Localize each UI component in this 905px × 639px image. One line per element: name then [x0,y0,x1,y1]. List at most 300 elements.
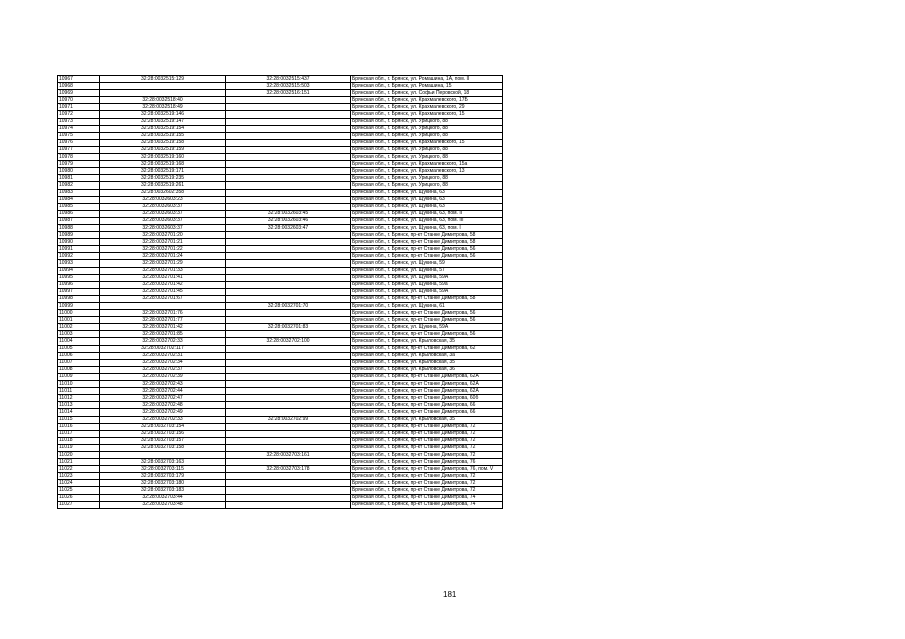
address-cell: Брянская обл., г. Брянск, ул. Щукина, 63 [351,203,503,210]
row-number-cell: 10976 [58,139,100,146]
table-row [58,466,503,473]
table-row [58,395,503,402]
address-cell: Брянская обл., г. Брянск, пр-кт Станке Димитрова, 58 [351,239,503,246]
table-row [58,182,503,189]
object-cadastral-number-cell [226,487,351,494]
address-cell: Брянская обл., г. Брянск, ул. Щукина, 63, пом. II [351,210,503,217]
cadastral-number-cell: 32:28:0032702:39 [100,373,226,380]
cadastral-number-cell: 32:28:0032519:171 [100,168,226,175]
cadastral-number-cell: 32:28:0032519:159 [100,146,226,153]
row-number-cell: 10980 [58,168,100,175]
object-cadastral-number-cell [226,97,351,104]
row-number-cell: 11000 [58,310,100,317]
cadastral-number-cell: 32:28:0032703:179 [100,473,226,480]
address-cell: Брянская обл., г. Брянск, пр-кт Станке Димитрова, 62 [351,345,503,352]
cadastral-number-cell: 32:28:0032703:157 [100,437,226,444]
table-row [58,423,503,430]
cadastral-number-cell: 32:28:0032603:37 [100,217,226,224]
object-cadastral-number-cell [226,203,351,210]
object-cadastral-number-cell: 32:28:0032603:46 [226,217,351,224]
object-cadastral-number-cell [226,232,351,239]
object-cadastral-number-cell [226,111,351,118]
row-number-cell: 10975 [58,132,100,139]
object-cadastral-number-cell [226,366,351,373]
object-cadastral-number-cell [226,281,351,288]
registry-table [57,75,503,509]
row-number-cell: 11024 [58,480,100,487]
object-cadastral-number-cell [226,395,351,402]
object-cadastral-number-cell [226,118,351,125]
address-cell: Брянская обл., г. Брянск, ул. Щукина, 59А [351,324,503,331]
object-cadastral-number-cell [226,175,351,182]
table-row [58,444,503,451]
row-number-cell: 11021 [58,459,100,466]
row-number-cell: 10974 [58,125,100,132]
table-row [58,437,503,444]
cadastral-number-cell: 32:28:0032602:358 [100,189,226,196]
table-row [58,416,503,423]
row-number-cell: 11023 [58,473,100,480]
object-cadastral-number-cell: 32:28:0032702:99 [226,416,351,423]
address-cell: Брянская обл., г. Брянск, пр-кт Станке Димитрова, 72 [351,444,503,451]
row-number-cell: 10968 [58,83,100,90]
address-cell: Брянская обл., г. Брянск, пр-кт Станке Димитрова, 72 [351,437,503,444]
address-cell: Брянская обл., г. Брянск, ул. Крыловская, 35 [351,359,503,366]
table-row [58,381,503,388]
table-row [58,338,503,345]
address-cell: Брянская обл., г. Брянск, ул. Урицкого, 88 [351,154,503,161]
object-cadastral-number-cell [226,359,351,366]
address-cell: Брянская обл., г. Брянск, пр-кт Станке Димитрова, 60б [351,395,503,402]
cadastral-number-cell: 32:28:0032603:23 [100,196,226,203]
address-cell: Брянская обл., г. Брянск, пр-кт Станке Димитрова, 76, пом. V [351,466,503,473]
address-cell: Брянская обл., г. Брянск, пр-кт Станке Димитрова, 76 [351,459,503,466]
table-row [58,388,503,395]
cadastral-number-cell: 32:28:0032702:34 [100,359,226,366]
object-cadastral-number-cell [226,146,351,153]
cadastral-number-cell: 32:28:0032519:154 [100,125,226,132]
table-row [58,83,503,90]
address-cell: Брянская обл., г. Брянск, ул. Ромашина, 1А, пом. II [351,76,503,83]
address-cell: Брянская обл., г. Брянск, ул. Крахмалевского, 15 [351,139,503,146]
row-number-cell: 10983 [58,189,100,196]
object-cadastral-number-cell [226,480,351,487]
table-row [58,366,503,373]
cadastral-number-cell: 32:28:0032515:129 [100,76,226,83]
cadastral-number-cell: 32:28:0032519:158 [100,139,226,146]
row-number-cell: 11002 [58,324,100,331]
object-cadastral-number-cell [226,246,351,253]
table-row [58,104,503,111]
object-cadastral-number-cell [226,253,351,260]
object-cadastral-number-cell [226,182,351,189]
row-number-cell: 10993 [58,260,100,267]
address-cell: Брянская обл., г. Брянск, ул. Ромашина, 15 [351,83,503,90]
object-cadastral-number-cell [226,104,351,111]
cadastral-number-cell: 32:28:0032701:33 [100,267,226,274]
row-number-cell: 10988 [58,224,100,231]
row-number-cell: 10990 [58,239,100,246]
row-number-cell: 11017 [58,430,100,437]
address-cell: Брянская обл., г. Брянск, пр-кт Станке Димитрова, 72 [351,473,503,480]
object-cadastral-number-cell: 32:28:0032515:437 [226,76,351,83]
object-cadastral-number-cell [226,437,351,444]
cadastral-number-cell: 32:28:0032703:158 [100,444,226,451]
row-number-cell: 11006 [58,352,100,359]
row-number-cell: 10979 [58,161,100,168]
row-number-cell: 10998 [58,295,100,302]
table-row [58,111,503,118]
table-row [58,459,503,466]
object-cadastral-number-cell [226,189,351,196]
address-cell: Брянская обл., г. Брянск, ул. Щукина, 59а [351,281,503,288]
page-number: 181 [443,590,457,599]
object-cadastral-number-cell [226,352,351,359]
row-number-cell: 10996 [58,281,100,288]
table-row [58,288,503,295]
address-cell: Брянская обл., г. Брянск, пр-кт Станке Димитрова, 66 [351,409,503,416]
address-cell: Брянская обл., г. Брянск, ул. Урицкого, 88 [351,175,503,182]
object-cadastral-number-cell [226,267,351,274]
row-number-cell: 10999 [58,303,100,310]
address-cell: Брянская обл., г. Брянск, ул. Крахмалевского, 15 [351,111,503,118]
object-cadastral-number-cell [226,196,351,203]
row-number-cell: 11005 [58,345,100,352]
cadastral-number-cell: 32:28:0032703:183 [100,487,226,494]
address-cell: Брянская обл., г. Брянск, пр-кт Станке Димитрова, 56 [351,331,503,338]
cadastral-number-cell: 32:28:0032703:180 [100,480,226,487]
address-cell: Брянская обл., г. Брянск, пр-кт Станке Димитрова, 72 [351,430,503,437]
row-number-cell: 10972 [58,111,100,118]
object-cadastral-number-cell [226,444,351,451]
address-cell: Брянская обл., г. Брянск, ул. Крыловская, 35 [351,338,503,345]
cadastral-number-cell: 32:28:0032701:77 [100,317,226,324]
row-number-cell: 11012 [58,395,100,402]
row-number-cell: 11014 [58,409,100,416]
object-cadastral-number-cell [226,274,351,281]
address-cell: Брянская обл., г. Брянск, пр-кт Станке Димитрова, 56 [351,317,503,324]
row-number-cell: 11019 [58,444,100,451]
table-row [58,295,503,302]
address-cell: Брянская обл., г. Брянск, пр-кт Станке Димитрова, 72 [351,423,503,430]
address-cell: Брянская обл., г. Брянск, ул. Щукина, 59А [351,274,503,281]
table-row [58,494,503,501]
address-cell: Брянская обл., г. Брянск, пр-кт Станке Димитрова, 72 [351,487,503,494]
cadastral-number-cell: 32:28:0032519:160 [100,154,226,161]
table-row [58,373,503,380]
cadastral-number-cell: 32:28:0032702:31 [100,352,226,359]
cadastral-number-cell: 32:28:0032701:29 [100,260,226,267]
row-number-cell: 11016 [58,423,100,430]
address-cell: Брянская обл., г. Брянск, пр-кт Станке Димитрова, 58 [351,295,503,302]
row-number-cell: 11015 [58,416,100,423]
row-number-cell: 11004 [58,338,100,345]
address-cell: Брянская обл., г. Брянск, пр-кт Станке Димитрова, 62А [351,388,503,395]
object-cadastral-number-cell [226,409,351,416]
table-row [58,146,503,153]
cadastral-number-cell: 32:28:0032701:21 [100,239,226,246]
row-number-cell: 11013 [58,402,100,409]
row-number-cell: 11001 [58,317,100,324]
cadastral-number-cell: 32:28:0032702:33 [100,338,226,345]
table-row [58,224,503,231]
object-cadastral-number-cell [226,317,351,324]
object-cadastral-number-cell: 32:28:0032701:70 [226,303,351,310]
object-cadastral-number-cell [226,473,351,480]
cadastral-number-cell: 32:28:0032701:67 [100,295,226,302]
cadastral-number-cell [100,451,226,458]
object-cadastral-number-cell [226,288,351,295]
table-row [58,303,503,310]
address-cell: Брянская обл., г. Брянск, ул. Крахмалевского, 13 [351,168,503,175]
row-number-cell: 10989 [58,232,100,239]
table-row [58,310,503,317]
cadastral-number-cell: 32:28:0032702:43 [100,381,226,388]
row-number-cell: 10986 [58,210,100,217]
row-number-cell: 10970 [58,97,100,104]
row-number-cell: 11025 [58,487,100,494]
address-cell: Брянская обл., г. Брянск, пр-кт Станке Димитрова, 58 [351,232,503,239]
table-row [58,430,503,437]
cadastral-number-cell: 32:28:0032603:37 [100,210,226,217]
row-number-cell: 10969 [58,90,100,97]
object-cadastral-number-cell [226,239,351,246]
cadastral-number-cell: 32:28:0032603:37 [100,224,226,231]
table-row [58,168,503,175]
object-cadastral-number-cell: 32:28:0032701:83 [226,324,351,331]
cadastral-number-cell: 32:28:0032702:117 [100,345,226,352]
address-cell: Брянская обл., г. Брянск, ул. Крахмалевского, 17Б [351,97,503,104]
cadastral-number-cell: 32:28:0032701:24 [100,253,226,260]
cadastral-number-cell: 32:28:0032703:163 [100,459,226,466]
row-number-cell: 10994 [58,267,100,274]
address-cell: Брянская обл., г. Брянск, пр-кт Станке Димитрова, 72 [351,480,503,487]
row-number-cell: 11008 [58,366,100,373]
row-number-cell: 10978 [58,154,100,161]
row-number-cell: 11009 [58,373,100,380]
object-cadastral-number-cell: 32:28:0032515:503 [226,83,351,90]
address-cell: Брянская обл., г. Брянск, пр-кт Станке Димитрова, 72 [351,451,503,458]
cadastral-number-cell: 32:28:0032519:168 [100,161,226,168]
object-cadastral-number-cell: 32:28:0032703:161 [226,451,351,458]
cadastral-number-cell: 32:28:0032702:33 [100,416,226,423]
table-row [58,274,503,281]
table-row [58,352,503,359]
table-row [58,345,503,352]
table-row [58,97,503,104]
table-row [58,232,503,239]
table-row [58,139,503,146]
cadastral-number-cell: 32:28:0032702:48 [100,402,226,409]
table-row [58,175,503,182]
object-cadastral-number-cell [226,125,351,132]
address-cell: Брянская обл., г. Брянск, пр-кт Станке Димитрова, 62А [351,381,503,388]
cadastral-number-cell: 32:28:0032702:37 [100,366,226,373]
table-row [58,451,503,458]
address-cell: Брянская обл., г. Брянск, ул. Урицкого, 88 [351,182,503,189]
table-row [58,203,503,210]
row-number-cell: 10985 [58,203,100,210]
cadastral-number-cell: 32:28:0032519:261 [100,182,226,189]
cadastral-number-cell: 32:28:0032701:42 [100,324,226,331]
object-cadastral-number-cell [226,161,351,168]
table-row [58,125,503,132]
table-row [58,359,503,366]
cadastral-number-cell: 32:28:0032518:40 [100,97,226,104]
address-cell: Брянская обл., г. Брянск, пр-кт Станке Димитрова, 56 [351,246,503,253]
cadastral-number-cell: 32:28:0032703:156 [100,430,226,437]
address-cell: Брянская обл., г. Брянск, ул. Крыловская, 36 [351,366,503,373]
object-cadastral-number-cell [226,295,351,302]
table-row [58,267,503,274]
object-cadastral-number-cell [226,373,351,380]
table-row [58,487,503,494]
cadastral-number-cell: 32:28:0032703:48 [100,501,226,508]
table-row [58,409,503,416]
table-row [58,331,503,338]
cadastral-number-cell: 32:28:0032519:146 [100,111,226,118]
row-number-cell: 10997 [58,288,100,295]
address-cell: Брянская обл., г. Брянск, пр-кт Станке Димитрова, 74 [351,494,503,501]
address-cell: Брянская обл., г. Брянск, ул. Крыловская, 35 [351,416,503,423]
address-cell: Брянская обл., г. Брянск, ул. Урицкого, 88 [351,125,503,132]
cadastral-number-cell [100,303,226,310]
row-number-cell: 10973 [58,118,100,125]
cadastral-number-cell: 32:28:0032703:115 [100,466,226,473]
object-cadastral-number-cell [226,139,351,146]
cadastral-number-cell: 32:28:0032701:76 [100,310,226,317]
address-cell: Брянская обл., г. Брянск, ул. Щукина, 61 [351,303,503,310]
table-row [58,154,503,161]
address-cell: Брянская обл., г. Брянск, ул. Урицкого, 88 [351,118,503,125]
cadastral-number-cell: 32:28:0032703:154 [100,423,226,430]
object-cadastral-number-cell [226,388,351,395]
row-number-cell: 11027 [58,501,100,508]
cadastral-number-cell: 32:28:0032519:235 [100,175,226,182]
table-row [58,281,503,288]
cadastral-number-cell [100,90,226,97]
address-cell: Брянская обл., г. Брянск, пр-кт Станке Димитрова, 66 [351,402,503,409]
row-number-cell: 10987 [58,217,100,224]
address-cell: Брянская обл., г. Брянск, пр-кт Станке Димитрова, 56 [351,310,503,317]
table-row [58,210,503,217]
address-cell: Брянская обл., г. Брянск, ул. Крахмалевского, 29 [351,104,503,111]
cadastral-number-cell: 32:28:0032603:37 [100,203,226,210]
object-cadastral-number-cell [226,459,351,466]
address-cell: Брянская обл., г. Брянск, ул. Щукина, 63, пом. III [351,217,503,224]
object-cadastral-number-cell [226,501,351,508]
cadastral-number-cell: 32:28:0032703:44 [100,494,226,501]
row-number-cell: 10984 [58,196,100,203]
address-cell: Брянская обл., г. Брянск, пр-кт Станке Димитрова, 56 [351,253,503,260]
object-cadastral-number-cell [226,154,351,161]
address-cell: Брянская обл., г. Брянск, ул. Щукина, 63 [351,196,503,203]
row-number-cell: 10992 [58,253,100,260]
address-cell: Брянская обл., г. Брянск, ул. Урицкого, 88 [351,146,503,153]
cadastral-number-cell: 32:28:0032519:155 [100,132,226,139]
cadastral-number-cell: 32:28:0032701:41 [100,274,226,281]
table-row [58,501,503,508]
table-row [58,317,503,324]
cadastral-number-cell [100,83,226,90]
cadastral-number-cell: 32:28:0032701:45 [100,288,226,295]
table-row [58,217,503,224]
row-number-cell: 10967 [58,76,100,83]
row-number-cell: 11003 [58,331,100,338]
row-number-cell: 11026 [58,494,100,501]
table-row [58,196,503,203]
cadastral-number-cell: 32:28:0032701:22 [100,246,226,253]
address-cell: Брянская обл., г. Брянск, ул. Щукина, 63 [351,189,503,196]
address-cell: Брянская обл., г. Брянск, ул. Софьи Перовской, 18 [351,90,503,97]
object-cadastral-number-cell [226,423,351,430]
table-row [58,76,503,83]
object-cadastral-number-cell: 32:28:0032702:100 [226,338,351,345]
address-cell: Брянская обл., г. Брянск, ул. Щукина, 57 [351,267,503,274]
object-cadastral-number-cell: 32:28:0032516:151 [226,90,351,97]
row-number-cell: 10982 [58,182,100,189]
table-row [58,402,503,409]
row-number-cell: 11011 [58,388,100,395]
table-row [58,324,503,331]
row-number-cell: 10981 [58,175,100,182]
object-cadastral-number-cell [226,331,351,338]
cadastral-number-cell: 32:28:0032519:147 [100,118,226,125]
cadastral-number-cell: 32:28:0032702:47 [100,395,226,402]
object-cadastral-number-cell [226,345,351,352]
address-cell: Брянская обл., г. Брянск, пр-кт Станке Димитрова, 74 [351,501,503,508]
row-number-cell: 10977 [58,146,100,153]
object-cadastral-number-cell [226,168,351,175]
row-number-cell: 10971 [58,104,100,111]
address-cell: Брянская обл., г. Брянск, ул. Крахмалевского, 15а [351,161,503,168]
cadastral-number-cell: 32:28:0032702:49 [100,409,226,416]
address-cell: Брянская обл., г. Брянск, пр-кт Станке Димитрова, 62А [351,373,503,380]
table-row [58,260,503,267]
table-row [58,189,503,196]
cadastral-number-cell: 32:28:0032701:20 [100,232,226,239]
object-cadastral-number-cell [226,430,351,437]
cadastral-number-cell: 32:28:0032702:44 [100,388,226,395]
address-cell: Брянская обл., г. Брянск, ул. Крыловская, 3а [351,352,503,359]
cadastral-number-cell: 32:28:0032518:49 [100,104,226,111]
object-cadastral-number-cell: 32:28:0032703:178 [226,466,351,473]
row-number-cell: 11018 [58,437,100,444]
table-row [58,473,503,480]
cadastral-number-cell: 32:28:0032701:42 [100,281,226,288]
row-number-cell: 10991 [58,246,100,253]
row-number-cell: 11007 [58,359,100,366]
object-cadastral-number-cell [226,132,351,139]
object-cadastral-number-cell [226,310,351,317]
table-row [58,480,503,487]
address-cell: Брянская обл., г. Брянск, ул. Щукина, 59А [351,288,503,295]
table-row [58,239,503,246]
object-cadastral-number-cell [226,402,351,409]
row-number-cell: 11010 [58,381,100,388]
row-number-cell: 10995 [58,274,100,281]
row-number-cell: 11020 [58,451,100,458]
table-row [58,253,503,260]
address-cell: Брянская обл., г. Брянск, ул. Щукина, 59 [351,260,503,267]
table-row [58,161,503,168]
object-cadastral-number-cell: 32:28:0032603:45 [226,210,351,217]
registry-table-body [58,76,503,509]
address-cell: Брянская обл., г. Брянск, ул. Щукина, 63, пом. I [351,224,503,231]
table-row [58,118,503,125]
object-cadastral-number-cell [226,260,351,267]
row-number-cell: 11022 [58,466,100,473]
